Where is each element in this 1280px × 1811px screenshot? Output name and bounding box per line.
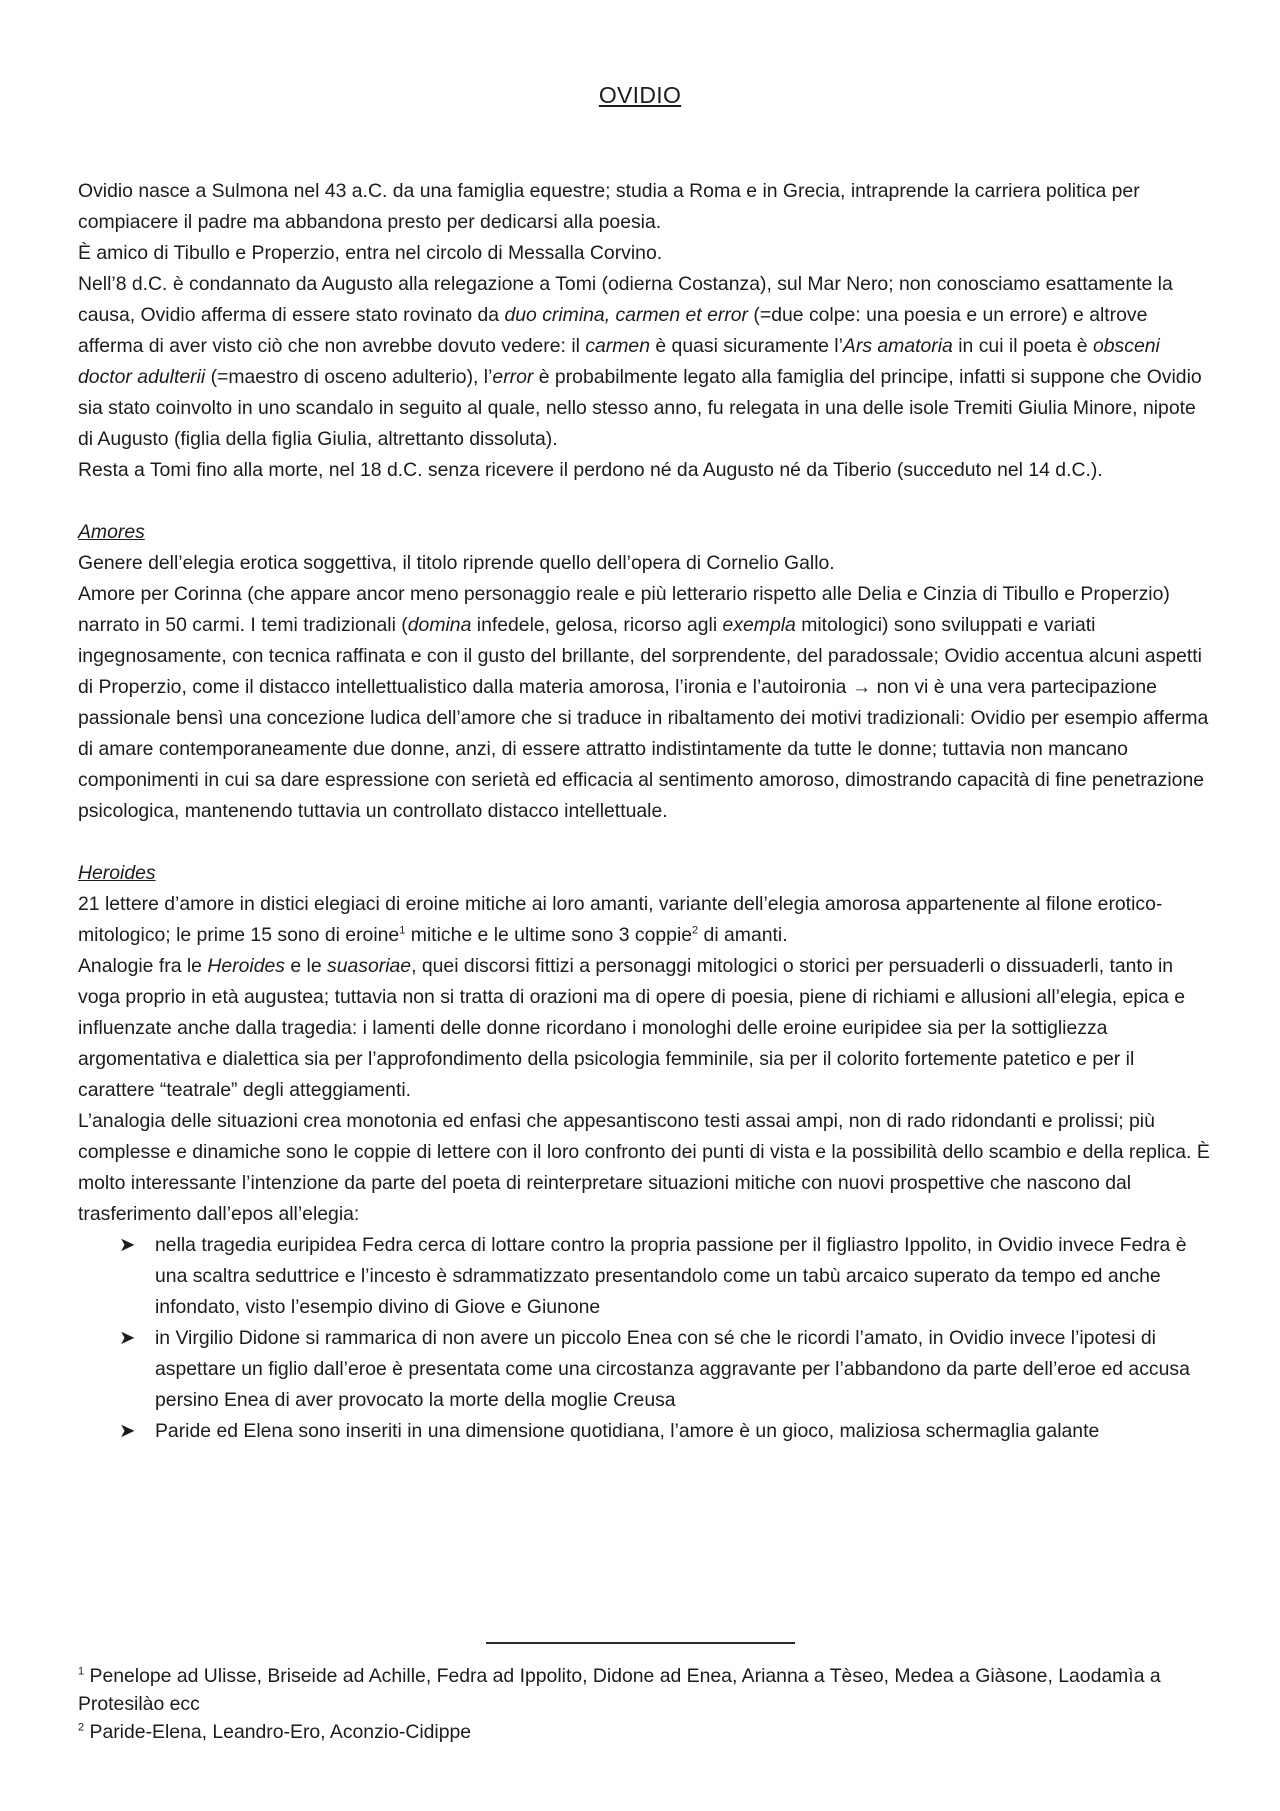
text-run: mitologici) sono sviluppati e variati ingegnosamente, con tecnica raffinata e con il gusto del brillante, del sorprendente, del paradossale; Ovidio accentua alcuni aspetti di Properzio, come il distacco intellettualistico dalla materia amorosa, l’ironia e l’autoironia: [78, 614, 1202, 698]
list-item-text: nella tragedia euripidea Fedra cerca di lottare contro la propria passione per il figliastro Ippolito, in Ovidio invece Fedra è una scaltra seduttrice e l’incesto è sdrammatizzato presentandolo come un tabù arcaico superato da tempo ed anche infondato, visto l’esempio divino di Giove e Giunone: [155, 1234, 1187, 1318]
reinterpretation-list: [78, 1230, 1213, 1447]
section-heading-heroides: Heroides: [78, 862, 156, 884]
section-heading-amores: Amores: [78, 521, 145, 543]
footnote-1: [78, 1662, 1213, 1718]
latin-word: domina: [407, 614, 472, 636]
text-run: e le: [284, 955, 328, 977]
latin-word: error: [492, 366, 534, 388]
footnote-text: Penelope ad Ulisse, Briseide ad Achille, Fedra ad Ippolito, Didone ad Enea, Arianna a Tèseo, Medea a Giàsone, Laodamìa a Protesilào ecc: [78, 1665, 1161, 1715]
text-run: è quasi sicuramente l’: [650, 335, 843, 357]
intro-paragraph-friends: È amico di Tibullo e Properzio, entra nel circolo di Messalla Corvino.: [78, 242, 663, 264]
latin-word: carmen: [585, 335, 650, 357]
intro-paragraph-birth: Ovidio nasce a Sulmona nel 43 a.C. da una famiglia equestre; studia a Roma e in Grecia, intraprende la carriera politica per compiacere il padre ma abbandona presto per dedicarsi alla poesia.: [78, 180, 1140, 233]
list-item-text: in Virgilio Didone si rammarica di non avere un piccolo Enea con sé che le ricordi l’amato, in Ovidio invece l’ipotesi di aspettare un figlio dall’eroe è presentata come una circostanza aggravante per l’abbandono da parte dell’eroe ed accusa persino Enea di aver provocato la morte della moglie Creusa: [155, 1327, 1190, 1411]
work-title: Heroides: [207, 955, 285, 977]
document-body: [78, 176, 1213, 1447]
footnote-ref-1[interactable]: 1: [399, 924, 406, 937]
text-run: infedele, gelosa, ricorso agli: [471, 614, 723, 636]
spacer: [78, 486, 1213, 517]
arrowhead-bullet-icon: ➤: [119, 1420, 136, 1442]
list-item: [119, 1323, 1213, 1416]
intro-paragraph-death: Resta a Tomi fino alla morte, nel 18 d.C. senza ricevere il perdono né da Augusto né da Tiberio (succeduto nel 14 d.C.).: [78, 459, 1103, 481]
heroides-paragraph-analogies: [78, 951, 1213, 1106]
footnote-text: Paride-Elena, Leandro-Ero, Aconzio-Cidippe: [84, 1721, 472, 1743]
latin-word: suasoriae: [327, 955, 412, 977]
list-item: [119, 1416, 1213, 1447]
spacer: [78, 827, 1213, 858]
text-run: , quei discorsi fittizi a personaggi mitologici o storici per persuaderli o dissuaderli, tanto in voga proprio in età augustea; tuttavia non si tratta di orazioni ma di opere di poesia, piene di richiami e allusioni all’elegia, epica e influenzate anche dalla tragedia: i lamenti delle donne ricordano i monologhi delle eroine euripidee sia per la sottigliezza argomentativa e dialettica sia per l’approfondimento della psicologia femminile, sia per il colorito fortemente patetico e per il carattere “teatrale” degli atteggiamenti.: [78, 955, 1186, 1101]
text-run: 21 lettere d’amore in distici elegiaci di eroine mitiche ai loro amanti, variante dell’elegia amorosa appartenente al filone erotico-mitologico; le prime 15 sono di eroine: [78, 893, 1163, 946]
text-run: è probabilmente legato alla famiglia del principe, infatti si suppone che Ovidio sia stato coinvolto in uno scandalo in seguito al quale, nello stesso anno, fu relegata in una delle isole Tremiti Giulia Minore, nipote di Augusto (figlia della figlia Giulia, altrettanto dissoluta).: [78, 366, 1202, 450]
text-run: Amore per Corinna (che appare ancor meno personaggio reale e più letterario rispetto alle Delia e Cinzia di Tibullo e Properzio) narrato in 50 carmi. I temi tradizionali (: [78, 583, 1170, 636]
text-run: non vi è una vera partecipazione passionale bensì una concezione ludica dell’amore che si traduce in ribaltamento dei motivi tradizionali: Ovidio per esempio afferma di amare contemporaneamente due donne, anzi, di essere attratto indistintamente da tutte le donne; tuttavia non mancano componimenti in cui sa dare espressione con serietà ed efficacia al sentimento amoroso, dimostrando capacità di fine penetrazione psicologica, mantenendo tuttavia un controllato distacco intellettuale.: [78, 676, 1209, 822]
list-item: [119, 1230, 1213, 1323]
footnote-separator: [486, 1642, 795, 1644]
latin-phrase: duo crimina, carmen et error: [504, 304, 749, 326]
arrowhead-bullet-icon: ➤: [119, 1327, 136, 1349]
amores-paragraph-corinna: [78, 579, 1213, 827]
intro-paragraph-exile: [78, 269, 1213, 455]
text-run: (=maestro di osceno adulterio), l’: [205, 366, 493, 388]
text-run: in cui il poeta è: [952, 335, 1093, 357]
text-run: di amanti.: [698, 924, 788, 946]
footnote-ref-2[interactable]: 2: [692, 924, 699, 937]
footnotes: [78, 1662, 1213, 1746]
text-run: Analogie fra le: [78, 955, 208, 977]
page-title: OVIDIO: [598, 82, 682, 108]
arrow-right-icon: →: [851, 676, 872, 698]
text-run: (=due colpe: una poesia e un errore) e altrove afferma di aver visto ciò che non avrebbe dovuto vedere: il: [78, 304, 1148, 357]
latin-phrase: obsceni doctor adulterii: [78, 335, 1160, 388]
heroides-paragraph-monotony: L’analogia delle situazioni crea monotonia ed enfasi che appesantiscono testi assai ampi, non di rado ridondanti e prolissi; più complesse e dinamiche sono le coppie di lettere con il loro confronto dei punti di vista e la possibilità dello scambio e della replica. È molto interessante l’intenzione da parte del poeta di reinterpretare situazioni mitiche con nuovi prospettive che nascono dal trasferimento dall’epos all’elegia:: [78, 1110, 1210, 1225]
heroides-paragraph-letters: [78, 889, 1213, 951]
text-run: mitiche e le ultime sono 3 coppie: [405, 924, 693, 946]
arrowhead-bullet-icon: ➤: [119, 1234, 136, 1256]
work-title: Ars amatoria: [842, 335, 953, 357]
footnote-2: [78, 1718, 1213, 1746]
footnote-number: 1: [78, 1665, 85, 1678]
footnote-number: 2: [78, 1721, 85, 1734]
latin-word: exempla: [722, 614, 796, 636]
amores-paragraph-genre: Genere dell’elegia erotica soggettiva, il titolo riprende quello dell’opera di Cornelio Gallo.: [78, 552, 835, 574]
text-run: Nell’8 d.C. è condannato da Augusto alla relegazione a Tomi (odierna Costanza), sul Mar Nero; non conosciamo esattamente la causa, Ovidio afferma di essere stato rovinato da: [78, 273, 1173, 326]
list-item-text: Paride ed Elena sono inseriti in una dimensione quotidiana, l’amore è un gioco, maliziosa schermaglia galante: [155, 1420, 1100, 1442]
